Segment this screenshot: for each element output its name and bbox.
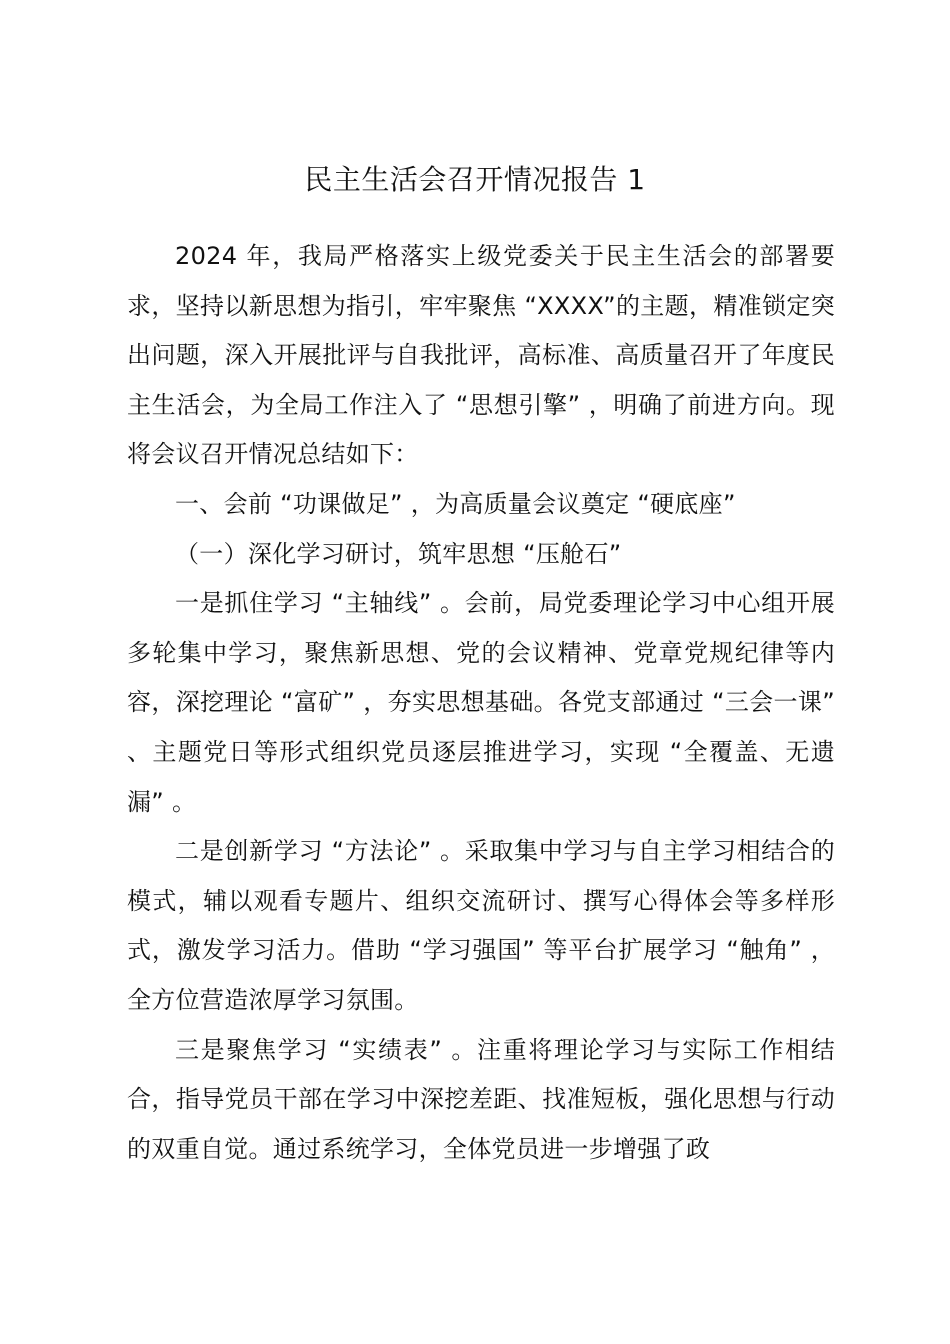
paragraph-point-2: 二是创新学习 “方法论” 。采取集中学习与自主学习相结合的模式，辅以观看专题片、组织交流研讨、撰写心得体会等多样形式，激发学习活力。借助 “学习强国” 等平台扩展学习 “触角” ，全方位营造浓厚学习氛围。 xyxy=(127,837,835,1014)
paragraph-point-3: 三是聚焦学习 “实绩表” 。注重将理论学习与实际工作相结合，指导党员干部在学习中深挖差距、找准短板，强化思想与行动的双重自觉。通过系统学习，全体党员进一步增强了政 xyxy=(127,1035,835,1163)
document-body xyxy=(127,232,835,1174)
section-heading-1: 一、会前 “功课做足” ，为高质量会议奠定 “硬底座” xyxy=(175,489,736,518)
paragraph-intro: 2024 年，我局严格落实上级党委关于民主生活会的部署要求，坚持以新思想为指引，牢牢聚焦 “XXXX”的主题，精准锁定突出问题，深入开展批评与自我批评，高标准、高质量召开了年度民主生活会，为全局工作注入了 “思想引擎” ，明确了前进方向。现将会议召开情况总结如下： xyxy=(127,242,835,469)
paragraph-point-1: 一是抓住学习 “主轴线” 。会前，局党委理论学习中心组开展多轮集中学习，聚焦新思想、党的会议精神、党章党规纪律等内容，深挖理论 “富矿” ，夯实思想基础。各党支部通过 “三会一课” 、主题党日等形式组织党员逐层推进学习，实现 “全覆盖、无遗漏” 。 xyxy=(127,589,835,816)
subsection-heading-1: （一）深化学习研讨，筑牢思想 “压舱石” xyxy=(175,539,622,568)
document-title: 民主生活会召开情况报告 1 xyxy=(304,163,646,196)
